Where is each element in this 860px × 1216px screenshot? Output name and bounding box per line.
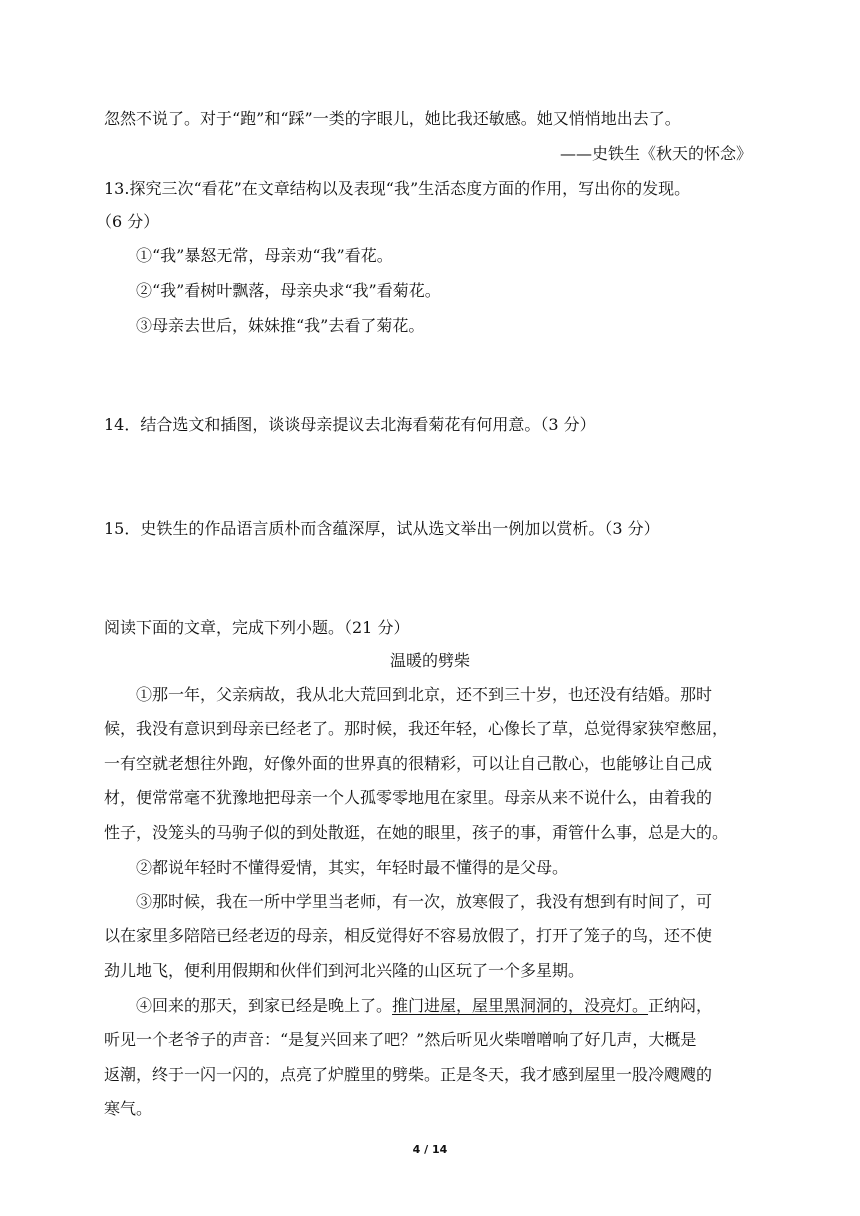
- paragraph-1-line-5: 性子，没笼头的马驹子似的到处散逛，在她的眼里，孩子的事，甭管什么事，总是大的。: [104, 823, 729, 842]
- paragraph-4-line-2: 听见一个老爷子的声音：“是复兴回来了吧？”然后听见火柴噌噌响了好几声，大概是: [104, 1030, 697, 1049]
- reading-title: 温暖的劈柴: [389, 651, 470, 670]
- passage-attribution: ——史铁生《秋天的怀念》: [559, 144, 752, 163]
- paragraph-3-line-2: 以在家里多陪陪已经老迈的母亲，相反觉得好不容易放假了，打开了笼子的鸟，还不使: [104, 926, 713, 945]
- reading-instruction: 阅读下面的文章，完成下列小题。（21 分）: [104, 618, 410, 637]
- paragraph-4-prefix: ④回来的那天，到家已经是晚上了。: [136, 996, 393, 1015]
- paragraph-4-suffix: 正纳闷，: [648, 996, 713, 1015]
- question-13-score: （6 分）: [96, 212, 160, 231]
- question-13-item-1: ①“我”暴怒无常，母亲劝“我”看花。: [136, 246, 393, 265]
- question-14-text: 14．结合选文和插图，谈谈母亲提议去北海看菊花有何用意。（3 分）: [104, 415, 596, 434]
- paragraph-1-line-4: 材，便常常毫不犹豫地把母亲一个人孤零零地甩在家里。母亲从来不说什么，由着我的: [104, 788, 713, 807]
- question-13-item-3: ③母亲去世后，妹妹推“我”去看了菊花。: [136, 316, 425, 335]
- paragraph-1-line-3: 一有空就老想往外跑，好像外面的世界真的很精彩，可以让自己散心，也能够让自己成: [104, 754, 713, 773]
- question-15-text: 15．史铁生的作品语言质朴而含蕴深厚，试从选文举出一例加以赏析。（3 分）: [104, 519, 660, 538]
- paragraph-4-line-3: 返潮，终于一闪一闪的，点亮了炉膛里的劈柴。正是冬天，我才感到屋里一股冷飕飕的: [104, 1065, 713, 1084]
- paragraph-1-line-2: 候，我没有意识到母亲已经老了。那时候，我还年轻，心像长了草，总觉得家狭窄憋屈，: [104, 719, 729, 738]
- page-number: 4 / 14: [412, 1143, 448, 1156]
- paragraph-4-underlined-sentence: 推门进屋，屋里黑洞洞的，没亮灯。: [392, 996, 649, 1015]
- paragraph-2-line-1: ②都说年轻时不懂得爱情，其实，年轻时最不懂得的是父母。: [136, 858, 569, 877]
- paragraph-3-line-3: 劲儿地飞，便利用假期和伙伴们到河北兴隆的山区玩了一个多星期。: [104, 961, 585, 980]
- paragraph-4-line-1: [136, 995, 712, 1017]
- paragraph-3-line-1: ③那时候，我在一所中学里当老师，有一次，放寒假了，我没有想到有时间了，可: [136, 892, 713, 911]
- question-13-item-2: ②“我”看树叶飘落，母亲央求“我”看菊花。: [136, 281, 441, 300]
- paragraph-4-line-4: 寒气。: [104, 1099, 153, 1118]
- passage-ending-line: 忽然不说了。对于“跑”和“踩”一类的字眼儿，她比我还敏感。她又悄悄地出去了。: [104, 109, 681, 128]
- paragraph-1-line-1: ①那一年，父亲病故，我从北大荒回到北京，还不到三十岁，也还没有结婚。那时: [136, 685, 713, 704]
- question-13-text: 13.探究三次“看花”在文章结构以及表现“我”生活态度方面的作用，写出你的发现。: [104, 179, 691, 198]
